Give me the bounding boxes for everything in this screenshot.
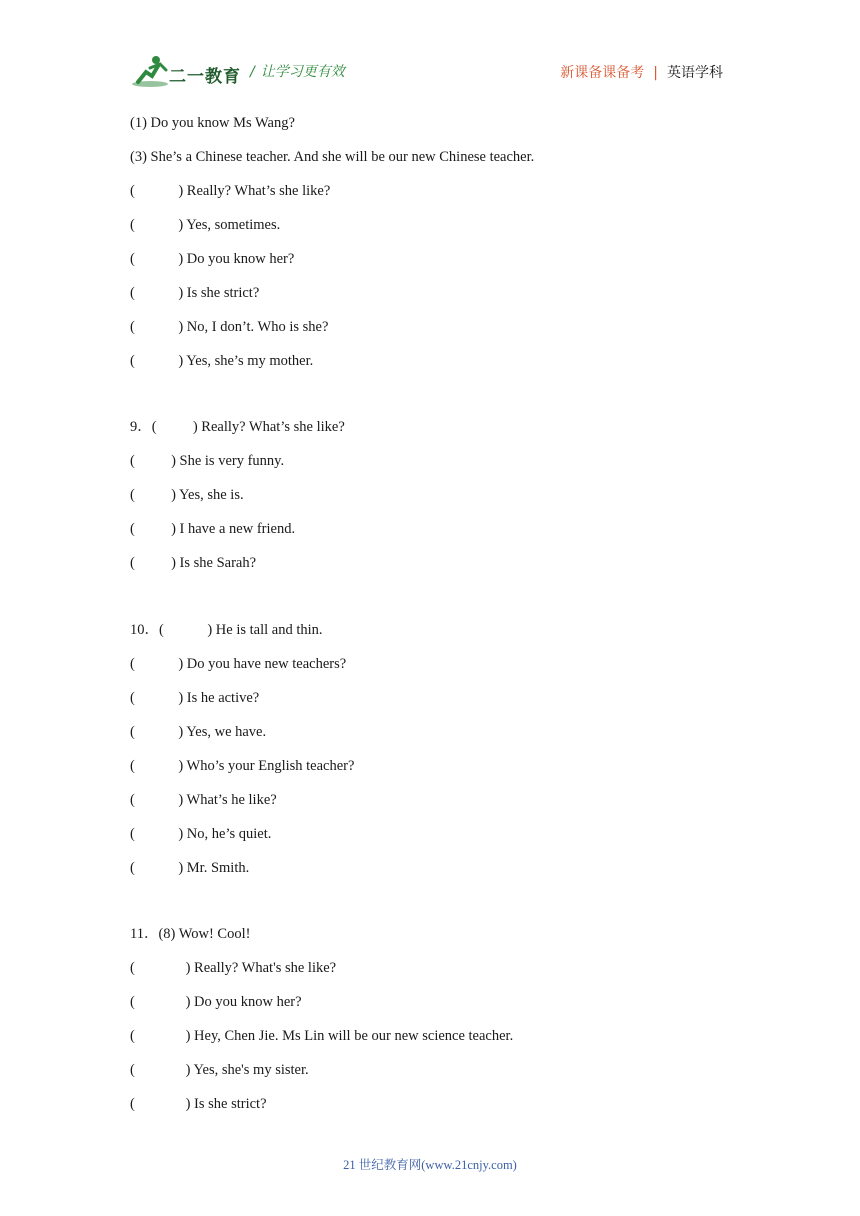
text-line: ( ) I have a new friend. xyxy=(130,521,296,537)
text-line: ( ) Yes, she’s my mother. xyxy=(130,353,314,369)
text-line: (3) She’s a Chinese teacher. And she will be our new Chinese teacher. xyxy=(130,149,535,165)
question-9-line: 9．( ) Really? What’s she like? xyxy=(130,419,345,435)
text-line: ( ) Yes, she's my sister. xyxy=(130,1062,309,1078)
text-line: ( ) Hey, Chen Jie. Ms Lin will be our new science teacher. xyxy=(130,1028,514,1044)
slogan-text: 让学习更有效 xyxy=(260,64,345,80)
slogan-slash-icon: / xyxy=(250,64,255,80)
text-line: ( ) What’s he like? xyxy=(130,792,277,808)
question-11-line: 11．(8) Wow! Cool! xyxy=(130,926,251,942)
text-line: ( ) Is she strict? xyxy=(130,285,260,301)
text-line: ( ) Yes, sometimes. xyxy=(130,217,281,233)
text-line: ( ) Who’s your English teacher? xyxy=(130,758,355,774)
text-line: ( ) Is she Sarah? xyxy=(130,555,257,571)
text-line: ( ) Do you know her? xyxy=(130,251,295,267)
text-line: ( ) Is she strict? xyxy=(130,1096,267,1112)
text-line: ( ) Really? What’s she like? xyxy=(130,183,331,199)
question-10-line: 10．( ) He is tall and thin. xyxy=(130,622,323,638)
header-course-label: 新课备课备考 xyxy=(560,65,645,81)
text-line: ( ) Yes, we have. xyxy=(130,724,267,740)
header-right xyxy=(560,62,723,82)
page-header xyxy=(0,0,860,100)
page-footer: 21 世纪教育网(www.21cnjy.com) xyxy=(343,1158,517,1172)
text-line: ( ) Do you know her? xyxy=(130,994,302,1010)
slogan xyxy=(250,61,345,81)
text-line: ( ) Mr. Smith. xyxy=(130,860,250,876)
text-line: ( ) No, he’s quiet. xyxy=(130,826,272,842)
text-line: ( ) She is very funny. xyxy=(130,453,285,469)
header-subject: 英语学科 xyxy=(667,65,723,81)
text-line: ( ) Is he active? xyxy=(130,690,260,706)
text-line: ( ) Really? What's she like? xyxy=(130,960,337,976)
text-line: ( ) Yes, she is. xyxy=(130,487,244,503)
text-line: (1) Do you know Ms Wang? xyxy=(130,115,295,131)
text-line: ( ) No, I don’t. Who is she? xyxy=(130,319,329,335)
logo-text: 二一教育 xyxy=(169,67,241,87)
text-line: ( ) Do you have new teachers? xyxy=(130,656,347,672)
header-separator: | xyxy=(653,65,658,81)
